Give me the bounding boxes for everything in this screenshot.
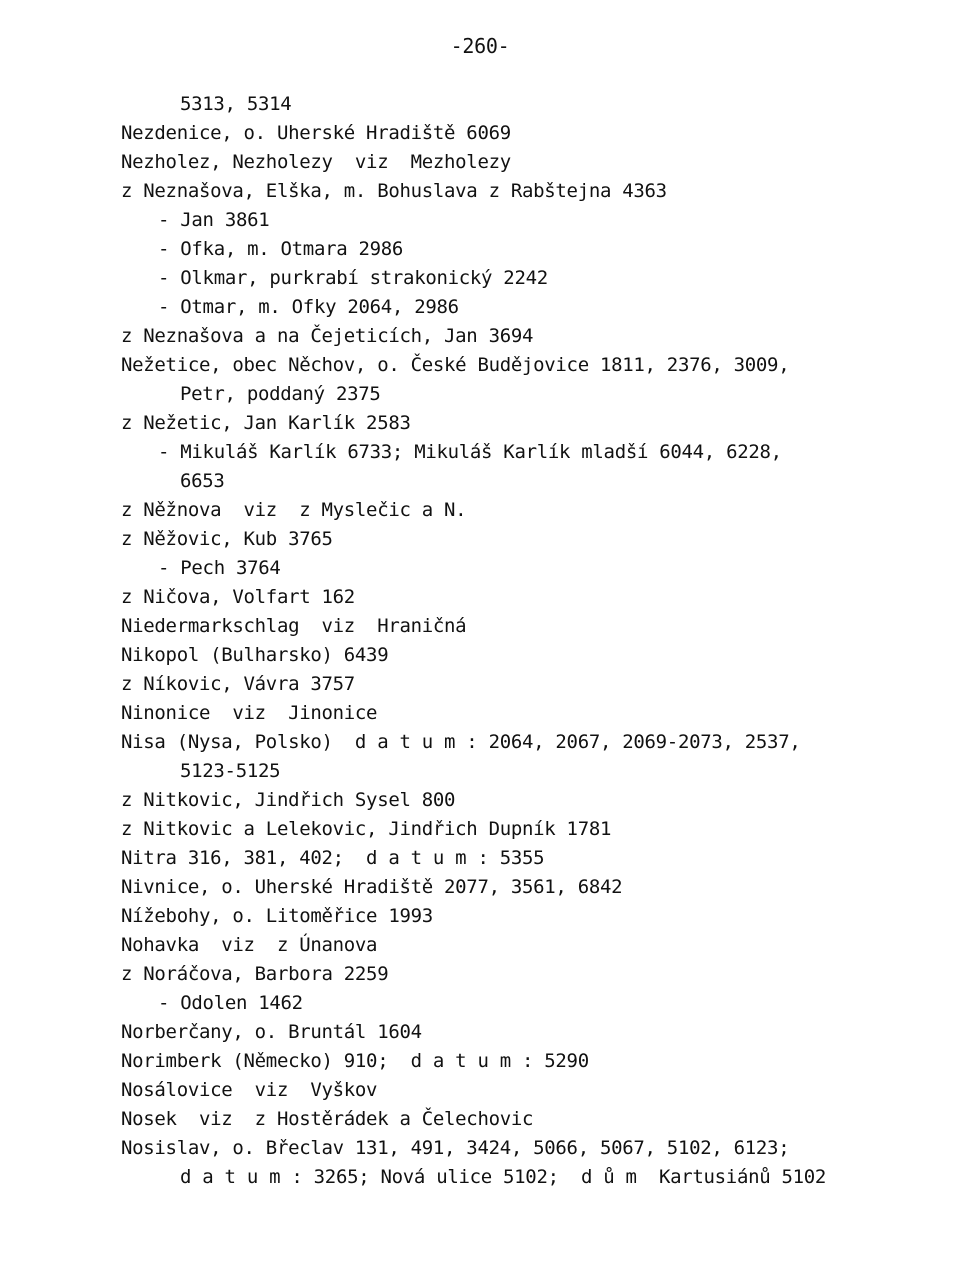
index-line: Nezdenice, o. Uherské Hradiště 6069 xyxy=(121,122,511,144)
index-line: z Níkovic, Vávra 3757 xyxy=(121,673,355,695)
index-line: 6653 xyxy=(180,470,225,492)
page-number: -260- xyxy=(450,34,510,58)
index-line: Petr, poddaný 2375 xyxy=(180,383,381,405)
index-line: z Ničova, Volfart 162 xyxy=(121,586,355,608)
index-line: Norberčany, o. Bruntál 1604 xyxy=(121,1021,422,1043)
index-line: z Neznašova a na Čejeticích, Jan 3694 xyxy=(121,325,534,347)
index-line: Norimberk (Německo) 910; d a t u m : 5290 xyxy=(121,1050,589,1072)
index-line: - Ofka, m. Otmara 2986 xyxy=(158,238,404,260)
index-line: Ninonice viz Jinonice xyxy=(121,702,378,724)
index-line: Nosek viz z Hostěrádek a Čelechovic xyxy=(121,1108,534,1130)
index-line: z Něžovic, Kub 3765 xyxy=(121,528,333,550)
index-line: z Něžnova viz z Myslečic a N. xyxy=(121,499,467,521)
index-line: Niedermarkschlag viz Hraničná xyxy=(121,615,467,637)
index-line: Nivnice, o. Uherské Hradiště 2077, 3561, 6842 xyxy=(121,876,623,898)
index-line: - Jan 3861 xyxy=(158,209,270,231)
index-line: 5123-5125 xyxy=(180,760,281,782)
index-line: z Nitkovic, Jindřich Sysel 800 xyxy=(121,789,456,811)
index-line: z Neznašova, Elška, m. Bohuslava z Rabštejna 4363 xyxy=(121,180,667,202)
index-line: Nohavka viz z Únanova xyxy=(121,934,378,956)
index-line: Nežetice, obec Něchov, o. České Budějovice 1811, 2376, 3009, xyxy=(121,354,790,376)
index-line: Nisa (Nysa, Polsko) d a t u m : 2064, 2067, 2069-2073, 2537, xyxy=(121,731,801,753)
index-line: Nezholez, Nezholezy viz Mezholezy xyxy=(121,151,511,173)
index-line: - Mikuláš Karlík 6733; Mikuláš Karlík mladší 6044, 6228, xyxy=(158,441,782,463)
index-line: Nitra 316, 381, 402; d a t u m : 5355 xyxy=(121,847,545,869)
index-line: Nížebohy, o. Litoměřice 1993 xyxy=(121,905,433,927)
index-line: z Nitkovic a Lelekovic, Jindřich Dupník 1781 xyxy=(121,818,612,840)
index-line: z Noráčova, Barbora 2259 xyxy=(121,963,389,985)
index-line: - Olkmar, purkrabí strakonický 2242 xyxy=(158,267,548,289)
index-line: z Nežetic, Jan Karlík 2583 xyxy=(121,412,411,434)
index-line: Nosálovice viz Vyškov xyxy=(121,1079,378,1101)
index-line: - Odolen 1462 xyxy=(158,992,303,1014)
index-line: Nikopol (Bulharsko) 6439 xyxy=(121,644,389,666)
index-line: Nosislav, o. Břeclav 131, 491, 3424, 5066, 5067, 5102, 6123; xyxy=(121,1137,790,1159)
index-line: 5313, 5314 xyxy=(180,93,292,115)
index-line: d a t u m : 3265; Nová ulice 5102; d ů m Kartusiánů 5102 xyxy=(180,1166,827,1188)
index-line: - Pech 3764 xyxy=(158,557,281,579)
index-line: - Otmar, m. Ofky 2064, 2986 xyxy=(158,296,459,318)
